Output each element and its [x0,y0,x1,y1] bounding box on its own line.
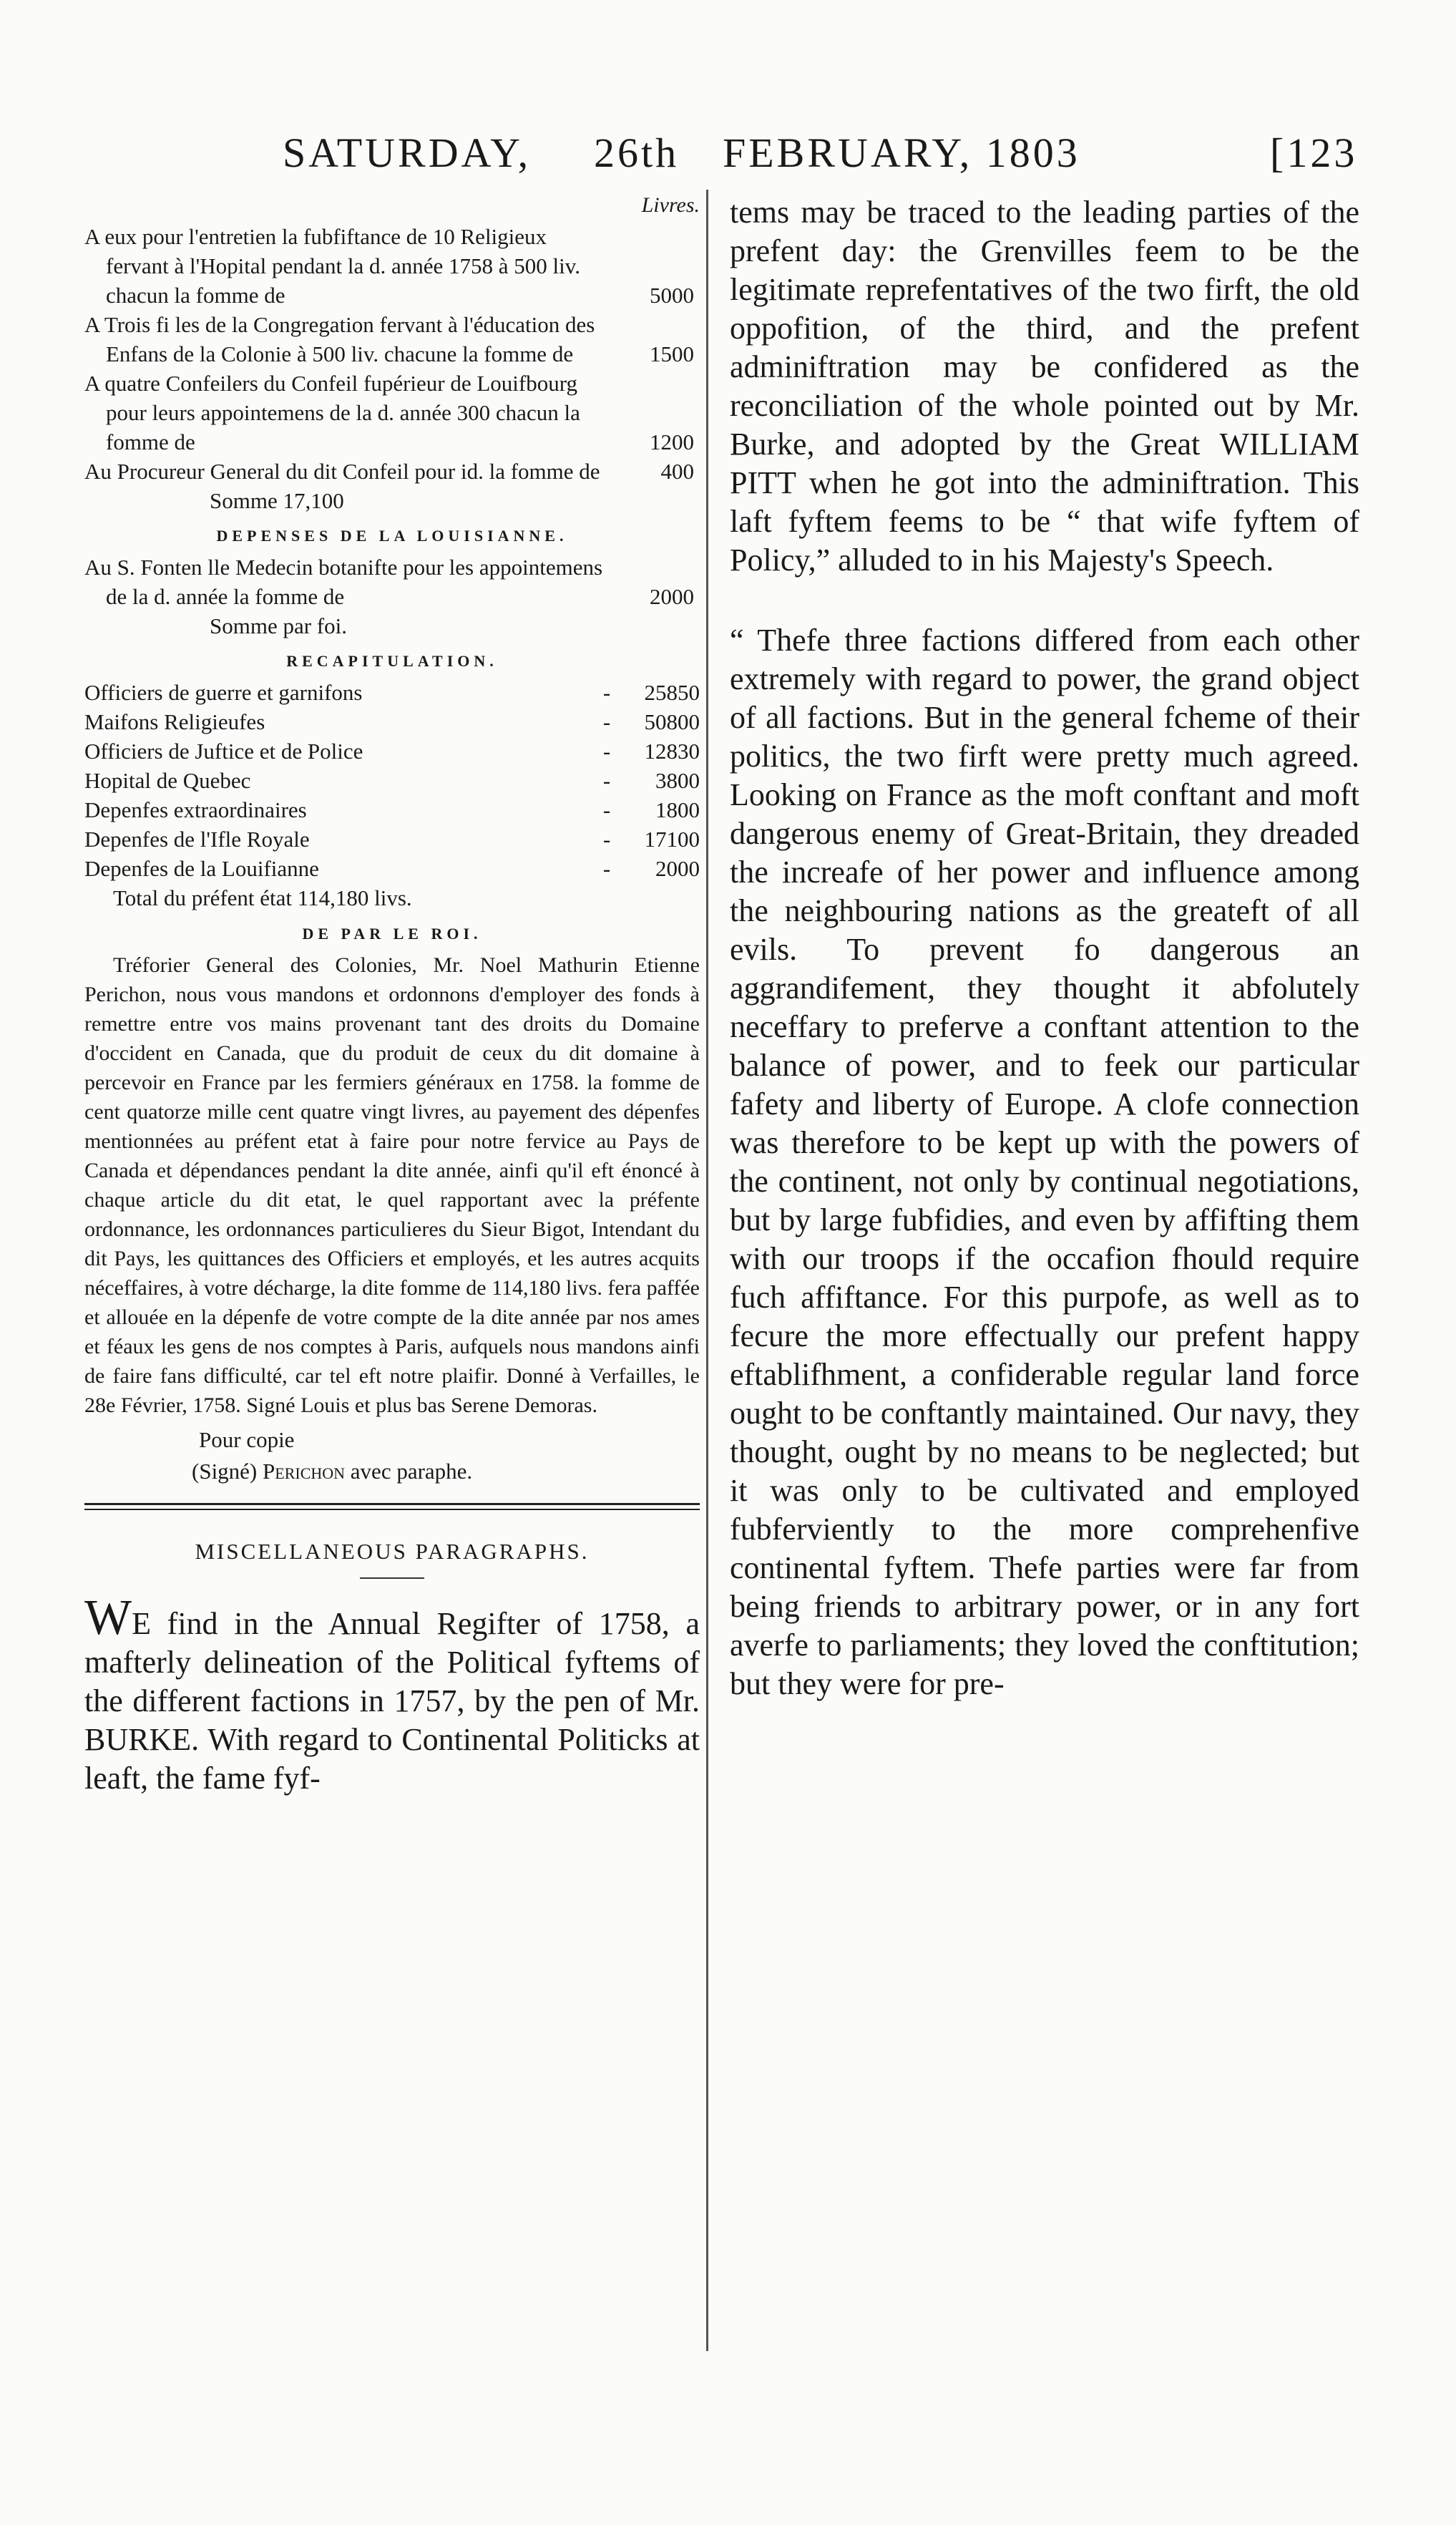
misc-left-text: E find in the Annual Regifter of 1758, a mafterly delineation of the Political fyftems of the different factions in 1757, by the pen of Mr. BURKE. With regard to Continental Politicks at leaft, the fame fyf- [84,1606,700,1796]
recap-amount: 50800 [644,709,700,734]
header-date: 26th [594,130,680,176]
column-divider [706,190,708,2351]
account-entry [84,310,700,369]
signature-prefix: (Signé) [192,1459,258,1484]
account-entry-amount: 1500 [650,341,694,366]
right-column [730,193,1359,2340]
account-entry-amount: 400 [660,459,694,484]
left-column [84,193,700,2340]
page-number: [123 [1270,130,1358,176]
account-entry [84,457,700,486]
table-row [84,766,700,795]
decree-heading: DE PAR LE ROI. [302,925,482,943]
account-entry-text: A Trois fi les de la Congregation fervant à l'éducation des Enfans de la Colonie à 500 liv. chacune la fomme de [84,312,595,366]
currency-heading: Livres. [641,193,700,217]
table-row [84,707,700,736]
recap-amount: 12830 [644,739,700,764]
recap-amount: 17100 [644,827,700,852]
recap-total: Total du préfent état 114,180 livs. [113,885,412,910]
account-entry [84,369,700,457]
louisiane-entry-amount: 2000 [650,584,694,609]
louisiane-entry-text: Au S. Fonten lle Medecin botanifte pour les appointemens de la d. année la fomme de [84,555,603,609]
account-entry-text: A eux pour l'entretien la fubfiftance de 10 Religieux fervant à l'Hopital pendant la d. année 1758 à 500 liv. chacun la fomme de [84,224,580,308]
essay-right [730,193,1359,1703]
recap-dash: - [602,797,611,822]
misc-paragraph-left [84,1590,700,1798]
louisiane-entry [84,553,700,611]
recap-label: Depenfes de l'Ifle Royale [84,827,310,852]
account-entry-amount: 5000 [650,283,694,308]
recap-amount: 3800 [655,768,700,793]
recap-amount: 1800 [655,797,700,822]
short-rule [360,1577,424,1579]
table-row [84,854,700,883]
header-month-year: FEBRUARY, 1803 [723,130,1080,176]
signature-suffix: avec paraphe. [350,1459,473,1484]
recap-heading: RECAPITULATION. [286,652,498,670]
signature-name: Perichon [263,1459,346,1484]
recap-label: Officiers de Juftice et de Police [84,739,363,764]
account-entry [84,222,700,310]
account-sum: Somme 17,100 [210,488,344,513]
running-header [0,129,1456,193]
signature-line [84,1456,700,1487]
account-entry-amount: 1200 [650,429,694,454]
recap-dash: - [602,709,611,734]
table-row [84,678,700,707]
recap-dash: - [602,768,611,793]
misc-heading: MISCELLANEOUS PARAGRAPHS. [195,1539,590,1564]
decree-text: Tréforier General des Colonies, Mr. Noel Mathurin Etienne Perichon, nous vous mandons et ordonnons d'employer des fonds à remettre entre vos mains provenant tant des droits du Domaine d'occident en Canada, que du produit de ceux du dit domaine à percevoir en France par les fermiers généraux en 1758. la fomme de cent quatorze mille cent quatre vingt livres, au payement des dépenfes mentionnées au préfent etat à faire pour notre fervice au Pays de Canada et dépendances pendant la dite année, ainfi qu'il eft énoncé à chaque article du dit etat, le quel rapportant avec la préfente ordonnance, les ordonnances particulieres du Sieur Bigot, Intendant du dit Pays, les quittances des Officiers et employés, et les autres acquits néceffaires, à votre décharge, la dite fomme de 114,180 livs. fera paffée et allouée en la dépenfe de votre compte de la dite année par nos ames et féaux les gens de nos comptes à Paris, aufquels nous mandons ainfi de faire fans difficulté, car tel eft notre plaifir. Donné à Verfailles, le 28e Février, 1758. Signé Louis et plus bas Serene Demoras. [84,953,700,1417]
table-row [84,824,700,854]
recap-label: Depenfes de la Louifianne [84,856,319,881]
recap-table [84,678,700,883]
recap-label: Maifons Religieufes [84,709,265,734]
essay-paragraph-1: tems may be traced to the leading parties of the prefent day: the Grenvilles feem to be the legitimate reprefentatives of the two firft, the old oppofition, of the third, and the prefent adminiftration may be confidered as the reconciliation of the whole pointed out by Mr. Burke, and adopted by the Great WILLIAM PITT when he got into the adminiftration. This laft fyftem feems to be “ that wife fyftem of Policy,” alluded to in his Majesty's Speech. [730,195,1359,578]
recap-label: Depenfes extraordinaires [84,797,307,822]
table-row [84,736,700,766]
recap-dash: - [602,856,611,881]
recap-amount: 25850 [644,680,700,705]
essay-paragraph-2: “ Thefe three factions differed from each other extremely with regard to power, the grand object of all factions. But in the general fcheme of their politics, the two firft were pretty much agreed. Looking on France as the moft conftant and moft dangerous enemy of Great-Britain, they dreaded the increafe of her power and influence among the neighbouring nations as the greateft of all evils. To prevent fo dangerous an aggrandifement, they thought it abfolutely neceffary to preferve a conftant attention to the balance of power, and to feek our particular fafety and liberty of Europe. A clofe connection was therefore to be kept up with the powers of the continent, not only by continual negotiations, but by large fubfidies, and even by affifting them with our troops if the occafion fhould require fuch affiftance. For this purpofe, as well as to fecure the more effectually our prefent happy eftablifhment, a confiderable regular land force ought to be conftantly maintained. Our navy, they thought, ought by no means to be neglected; but it was only to be cultivated and employed fubferviently to the more comprehenfive continental fyftem. Thefe parties were far from being friends to arbitrary power, or in any fort averfe to parliaments; they loved the conftitution; but they were for pre- [730,623,1359,1701]
recap-label: Officiers de guerre et garnifons [84,680,363,705]
header-day: SATURDAY, [283,130,532,176]
recap-dash: - [602,739,611,764]
paragraph-gap [730,580,1359,621]
table-row [84,795,700,824]
account-entry-text: A quatre Confeilers du Confeil fupérieur de Louifbourg pour leurs appointemens de la d. année 300 chacun la fomme de [84,371,580,454]
louisiane-sum: Somme par foi. [210,613,347,638]
recap-label: Hopital de Quebec [84,768,251,793]
recap-dash: - [602,827,611,852]
copy-line: Pour copie [199,1427,295,1452]
louisiane-heading: DEPENSES DE LA LOUISIANNE. [216,527,568,545]
account-entry-text: Au Procureur General du dit Confeil pour id. la fomme de [84,459,600,484]
drop-cap: W [84,1590,132,1645]
recap-dash: - [602,680,611,705]
recap-amount: 2000 [655,856,700,881]
section-double-rule [84,1503,700,1510]
